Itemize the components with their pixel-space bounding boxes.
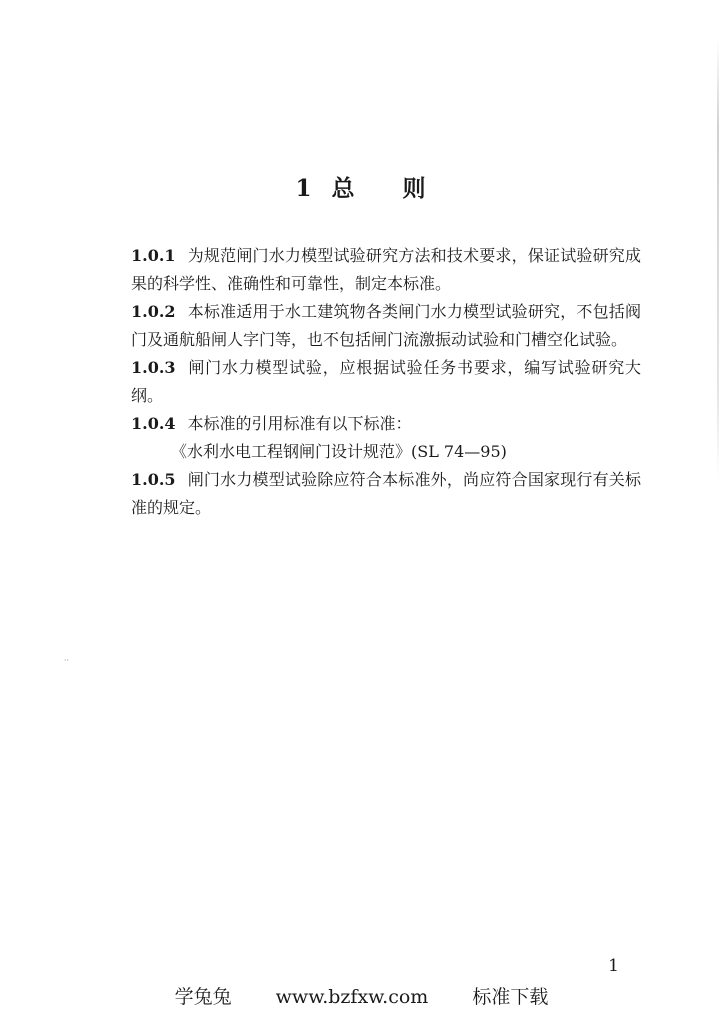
clause-text: 为规范闸门水力模型试验研究方法和技术要求，保证试验研究成果的科学性、准确性和可靠性，制定本标准。: [131, 246, 641, 293]
clauses-body: [131, 242, 641, 522]
clause-1-0-4: [131, 410, 641, 438]
chapter-title: [0, 170, 723, 203]
chapter-number: 1: [295, 175, 314, 202]
chapter-title-part2: 则: [402, 176, 428, 202]
footer-watermark: [0, 982, 723, 1009]
clause-1-0-3: [131, 354, 641, 410]
clause-text: 闸门水力模型试验除应符合本标准外，尚应符合国家现行有关标准的规定。: [131, 470, 641, 517]
clause-1-0-5: [131, 466, 641, 522]
clause-number: 1.0.5: [131, 470, 176, 489]
chapter-title-part1: 总: [331, 176, 357, 202]
footer-url[interactable]: www.bzfxw.com: [275, 986, 429, 1008]
clause-text: 本标准适用于水工建筑物各类闸门水力模型试验研究，不包括阀门及通航船闸人字门等，也不包括闸门流激振动试验和门槽空化试验。: [131, 302, 641, 349]
clause-number: 1.0.3: [131, 358, 176, 377]
referenced-standard: 《水利水电工程钢闸门设计规范》(SL 74—95): [171, 442, 507, 461]
clause-number: 1.0.1: [131, 246, 176, 265]
clause-text: 本标准的引用标准有以下标准：: [187, 414, 412, 433]
clause-1-0-2: [131, 298, 641, 354]
clause-1-0-1: [131, 242, 641, 298]
footer-slogan: 标准下载: [472, 986, 549, 1008]
clause-number: 1.0.2: [131, 302, 176, 321]
clause-number: 1.0.4: [131, 414, 176, 433]
scan-speck: ··: [64, 656, 70, 665]
footer-site-name: 学兔兔: [174, 986, 232, 1008]
clause-text: 闸门水力模型试验，应根据试验任务书要求，编写试验研究大纲。: [131, 358, 641, 405]
page-number: 1: [608, 956, 619, 976]
scan-edge-shadow: [717, 40, 719, 480]
